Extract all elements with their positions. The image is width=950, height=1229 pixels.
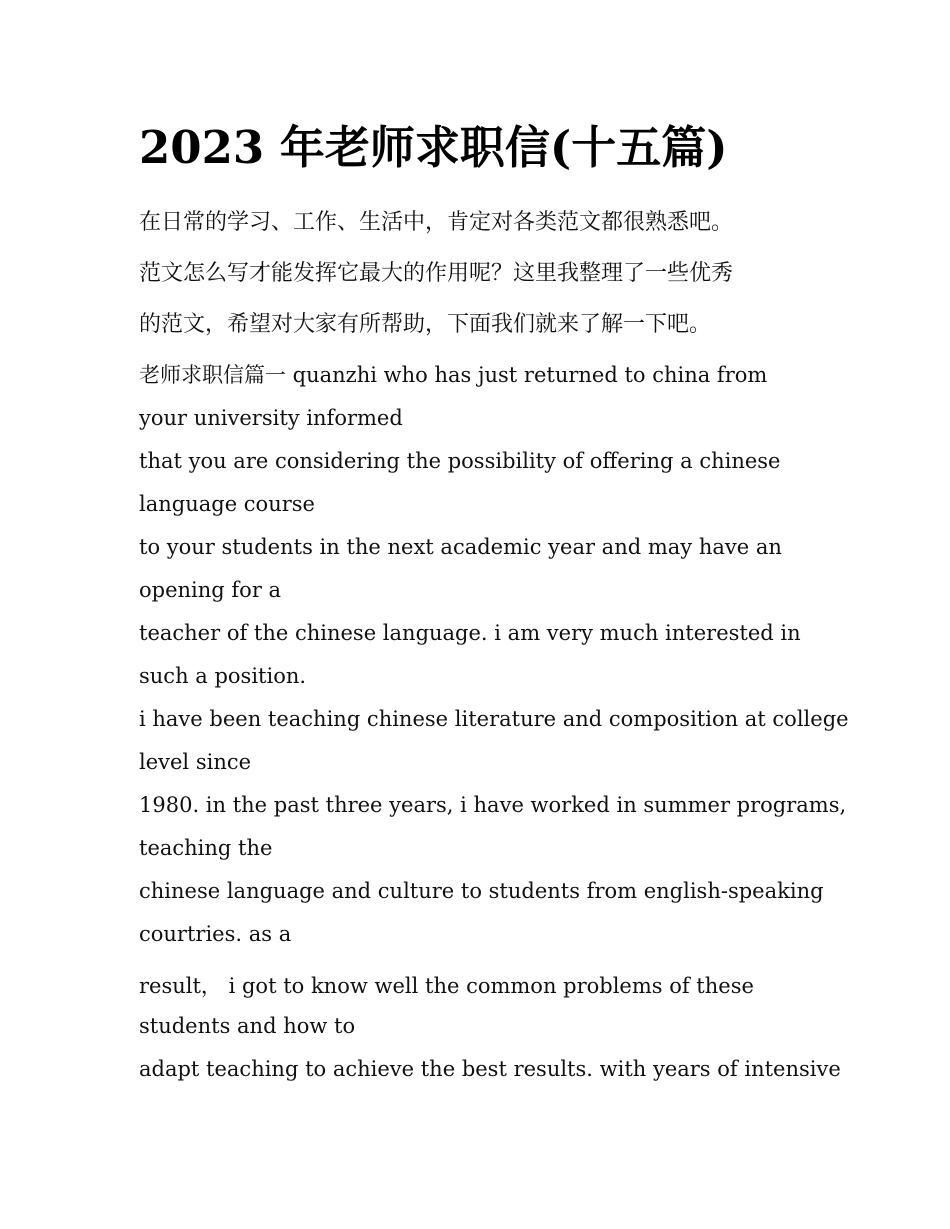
- body-line: adapt teaching to achieve the best results. with years of intensive: [139, 1057, 841, 1081]
- body-line: opening for a: [139, 578, 282, 602]
- body-line: that you are considering the possibility of offering a chinese: [139, 449, 781, 473]
- body-line: courtries. as a: [139, 922, 292, 946]
- body-line: i have been teaching chinese literature and composition at college: [139, 707, 849, 731]
- document-title: 2023 年老师求职信(十五篇): [139, 121, 728, 174]
- body-line: language course: [139, 492, 315, 516]
- body-line: 老师求职信篇一 quanzhi who has just returned to china from: [139, 363, 768, 387]
- intro-paragraph: [139, 197, 829, 350]
- body-line: 1980. in the past three years, i have worked in summer programs,: [139, 793, 847, 817]
- body-line: teacher of the chinese language. i am very much interested in: [139, 621, 801, 645]
- intro-line: 范文怎么写才能发挥它最大的作用呢？这里我整理了一些优秀: [139, 261, 734, 286]
- body-line: such a position.: [139, 664, 307, 688]
- body-line: to your students in the next academic year and may have an: [139, 535, 782, 559]
- intro-line: 的范文，希望对大家有所帮助，下面我们就来了解一下吧。: [139, 312, 712, 337]
- body-line: your university informed: [139, 406, 403, 430]
- body-line: result， i got to know well the common problems of these: [139, 974, 754, 998]
- letter-body: [139, 354, 849, 1091]
- body-line: chinese language and culture to students from english-speaking: [139, 879, 824, 903]
- body-line: teaching the: [139, 836, 273, 860]
- body-line: level since: [139, 750, 252, 774]
- body-line: students and how to: [139, 1014, 356, 1038]
- intro-line: 在日常的学习、工作、生活中，肯定对各类范文都很熟悉吧。: [139, 210, 734, 235]
